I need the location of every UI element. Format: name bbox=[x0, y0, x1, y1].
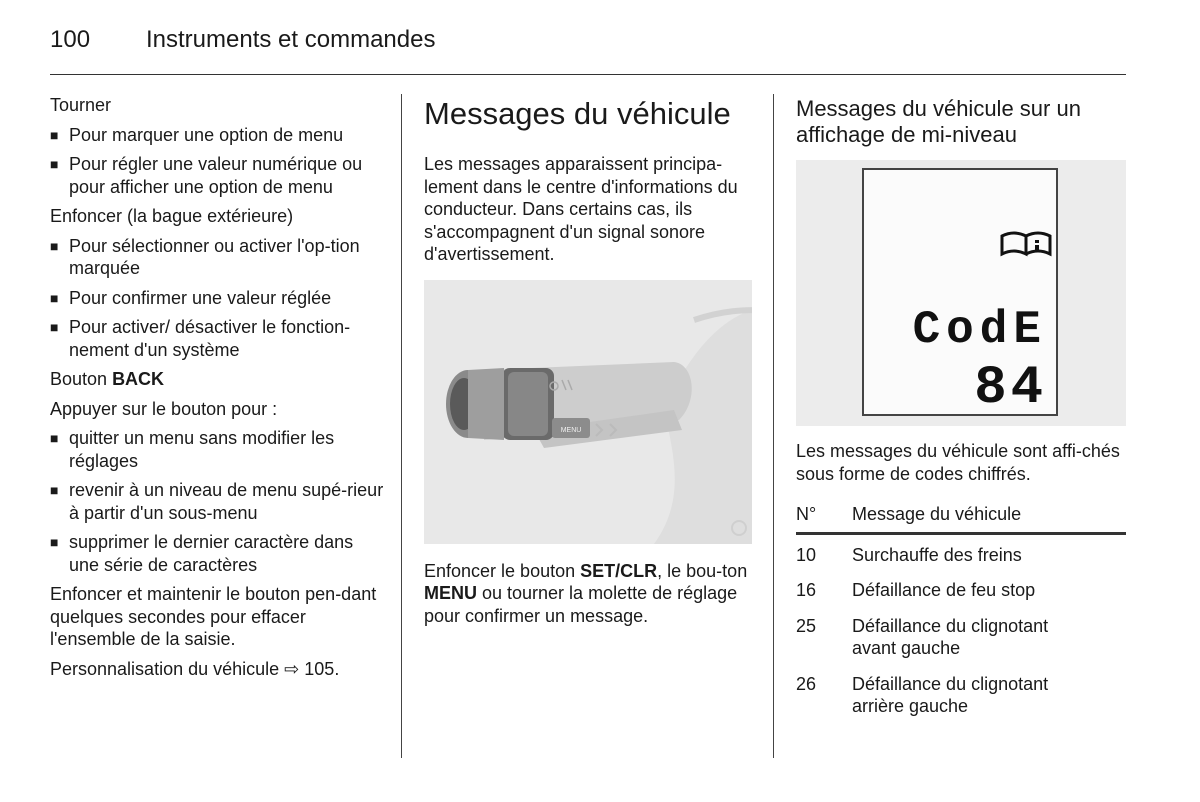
list-item: ■ revenir à un niveau de menu supé-rieur à partir d'un sous-menu bbox=[50, 480, 384, 523]
press-label: Enfoncer (la bague extérieure) bbox=[50, 206, 294, 226]
lcd-display bbox=[862, 168, 1058, 416]
book-info-icon bbox=[1002, 233, 1050, 254]
menu-name: MENU bbox=[424, 583, 477, 603]
page-title: Instruments et commandes bbox=[146, 26, 436, 53]
square-bullet-icon: ■ bbox=[50, 237, 59, 254]
column-divider bbox=[773, 94, 774, 758]
header-message: Message du véhicule bbox=[852, 504, 1022, 524]
square-bullet-icon: ■ bbox=[50, 289, 59, 306]
list-item: ■ supprimer le dernier caractère dans une série de caractères bbox=[50, 532, 354, 575]
arrow-crossref-icon: ⇨ bbox=[284, 658, 300, 679]
list-item: ■ quitter un menu sans modifier les réglages bbox=[50, 428, 335, 471]
table-header bbox=[796, 503, 1126, 535]
list-item: ■ Pour confirmer une valeur réglée bbox=[50, 287, 332, 308]
table-row: 10 Surchauffe des freins bbox=[796, 544, 1022, 565]
header-rule bbox=[50, 74, 1126, 75]
section-heading: Messages du véhicule sur un affichage de mi-niveau bbox=[796, 96, 1081, 147]
hold-paragraph: Enfoncer et maintenir le bouton pen-dant quelques secondes pour effacer l'ensemble de la saisie. bbox=[50, 584, 377, 649]
codes-table bbox=[796, 503, 1126, 718]
column-controls bbox=[50, 94, 385, 687]
list-item: ■ Pour marquer une option de menu bbox=[50, 124, 344, 145]
column-divider bbox=[401, 94, 402, 758]
square-bullet-icon: ■ bbox=[50, 482, 59, 498]
display-code-text: CodE bbox=[912, 304, 1047, 356]
stalk-menu-label: MENU bbox=[560, 426, 582, 434]
page-header bbox=[50, 26, 435, 54]
press-paragraph: Enfoncer le bouton SET/CLR, le bou-ton MENU ou tourner la molette de réglage pour confirmer un message. bbox=[424, 560, 748, 626]
table-row: 16 Défaillance de feu stop bbox=[796, 580, 1036, 600]
table-row: 26 Défaillance du clignotant arrière gauche bbox=[796, 673, 1049, 716]
stalk-illustration bbox=[424, 280, 752, 544]
display-illustration bbox=[796, 160, 1126, 426]
list-item: ■ Pour activer/ désactiver le fonction-nement d'un système bbox=[50, 317, 351, 360]
crossref-link[interactable]: 105. bbox=[304, 658, 340, 679]
back-button-name: BACK bbox=[112, 369, 165, 389]
square-bullet-icon: ■ bbox=[50, 126, 59, 143]
column-mid-level-display bbox=[796, 94, 1126, 731]
column-vehicle-messages bbox=[424, 94, 754, 634]
page-number: 100 bbox=[50, 26, 91, 53]
turn-label: Tourner bbox=[50, 95, 112, 115]
table-row: 25 Défaillance du clignotant avant gauche bbox=[796, 615, 1049, 658]
section-heading: Messages du véhicule bbox=[424, 96, 731, 131]
list-item: ■ Pour régler une valeur numérique ou pour afficher une option de menu bbox=[50, 154, 363, 197]
list-item: ■ Pour sélectionner ou activer l'op-tion marquée bbox=[50, 235, 360, 278]
square-bullet-icon: ■ bbox=[50, 534, 59, 550]
header-number: N° bbox=[796, 504, 817, 524]
square-bullet-icon: ■ bbox=[50, 156, 59, 172]
back-label: Bouton BACK bbox=[50, 369, 165, 389]
square-bullet-icon: ■ bbox=[50, 319, 59, 335]
crossref-paragraph: Personnalisation du véhicule ⇨ 105. bbox=[50, 658, 340, 679]
intro-paragraph: Les messages apparaissent principa-lement dans le centre d'informations du conducteur. Dans certains cas, ils s'accompagnent d'un signal sonore d'avertissement. bbox=[424, 154, 738, 264]
square-bullet-icon: ■ bbox=[50, 430, 59, 446]
intro-paragraph: Les messages du véhicule sont affi-chés sous forme de codes chiffrés. bbox=[796, 441, 1120, 484]
back-intro: Appuyer sur le bouton pour : bbox=[50, 398, 278, 419]
set-clr-name: SET/CLR bbox=[580, 560, 658, 581]
display-code-number: 84 bbox=[974, 358, 1047, 414]
